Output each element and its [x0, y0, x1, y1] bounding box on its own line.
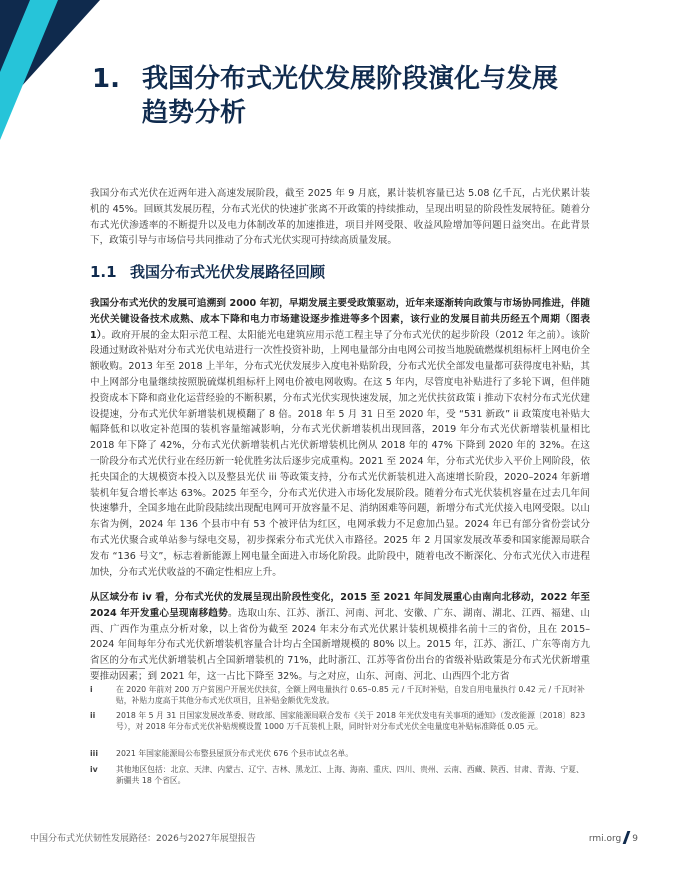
footnote-divider [90, 668, 145, 669]
chapter-number: 1. [92, 64, 120, 94]
footer-report-title: 中国分布式光伏韧性发展路径：2026与2027年展望报告 [30, 834, 256, 844]
footnote: ii 2018 年 5 月 31 日国家发展改革委、财政部、国家能源局联合发布《关于 2018 年光伏发电有关事项的通知》（发改能源〔2018〕823 号），对 2018 年分布式光伏补贴规模设置 1000 万千瓦装机上限，同时针对分布式光伏全电量度电补贴标准降低 0.05 元。 [90, 711, 586, 731]
history-body: 。政府开展的金太阳示范工程、太阳能光电建筑应用示范工程主导了分布式光伏的起步阶段（2012 年之前）。该阶段通过财政补贴对分布式光伏电站进行一次性投资补助，上网电量部分由电网公司按当地脱硫燃煤机组标杆上网电价全额收购。2013 年至 2018 上半年，分布式光伏发展步入度电补贴阶段，分布式光伏全部发电量都可获得度电补贴，其中上网部分电量继续按照脱硫煤机组标杆上网电价被电网收购。在这 5 年内，尽管度电补贴进行了多轮下调，但伴随投资成本下降和商业化运营经验的不断积累，分布式光伏实现快速发展，加之光伏扶贫政策 i 推动下农村分布式光伏建设提速，分布式光伏年新增装机规模翻了 8 倍。2018 年 5 月 31 日至 2020 年，受 “531 新政” ii 政策度电补贴大幅降低和以收定补范围的装机容量缩减影响，分布式光伏新增装机出现回落，2019 年分布式光伏新增装机量相比 2018 年下降了 42%，分布式光伏新增装机占光伏新增装机比例从 2018 年的 47% 下降到 2020 年的 32%。在这一阶段分布式光伏行业在经历新一轮优胜劣汰后逐步完成重构。2021 至 2024 年，分布式光伏步入平价上网阶段，依托央国企的大规模资本投入以及整县光伏 iii 等政策支持，分布式光伏新装机进入高速增长阶段，2020–2024 年新增装机年复合增长率达 63%。2025 年至今，分布式光伏进入市场化发展阶段。随着分布式光伏装机容量在过去几年间快速攀升，全国多地在此阶段陆续出现配电网可开放容量不足、消纳困难等问题，新增分布式光伏接入电网受限。以山东省为例，2024 年 136 个县市中有 53 个被评估为红区，电网承载力不足愈加凸显。2024 年已有部分省份尝试分布式光伏聚合或单站参与绿电交易，初步探索分布式光伏入市路径。2025 年 2 月国家发展改革委和国家能源局联合发布 “136 号文”，标志着新能源上网电量全面进入市场化阶段。此阶段中，随着电改不断深化、分布式光伏入市进程加快，分布式光伏收益的不确定性相应上升。 [90, 329, 590, 578]
chapter-heading [92, 62, 612, 130]
footer-site-link[interactable]: rmi.org [588, 834, 622, 844]
intro-paragraph: 我国分布式光伏在近两年进入高速发展阶段，截至 2025 年 9 月底，累计装机容量已达 5.08 亿千瓦，占光伏累计装机的 45%。回顾其发展历程，分布式光伏的快速扩张离不开政策的持续推动，呈现出明显的阶段性发展特征。随着分布式光伏渗透率的不断提升以及电力体制改革的加速推进，项目并网受限、收益风险增加等问题日益突出。在此背景下，政策引导与市场信号共同推动了分布式光伏实现可持续高质量发展。 [90, 188, 590, 247]
footnote: iv 其他地区包括：北京、天津、内蒙古、辽宁、吉林、黑龙江、上海、海南、重庆、四川、贵州、云南、西藏、陕西、甘肃、青海、宁夏、新疆共 18 个省区。 [90, 765, 584, 785]
regional-body: 。选取山东、江苏、浙江、河南、河北、安徽、广东、湖南、湖北、江西、福建、山西、广西作为重点分析对象，以上省份为截至 2024 年末分布式光伏累计装机规模排名前十三的省份，且在 2015–2024 年间每年分布式光伏新增装机容量合计均占全国新增规模的 80% 以上。2015 年，江苏、浙江、广东等南方九省区的分布式光伏新增装机占全国新增装机的 71%，此时浙江、江苏等省份出台的省级补贴政策是分布式光伏新增重要推动因素；到 2021 年，这一占比下降至 32%。与之对应，山东、河南、河北、山西四个北方省 [90, 607, 590, 682]
page-number: 9 [632, 834, 638, 844]
regional-paragraph [90, 590, 590, 685]
section-heading [90, 262, 590, 282]
footnote: i 在 2020 年前对 200 万户贫困户开展光伏扶贫，全额上网电量执行 0.65–0.85 元 / 千瓦时补贴，自发自用电量执行 0.42 元 / 千瓦时补贴，补贴力度高于其他分布式光伏项目，且补贴金额优先发放。 [90, 685, 585, 705]
chapter-title-line2: 趋势分析 [142, 98, 247, 128]
regional-lead: 从区域分布 iv 看，分布式光伏的发展呈现出阶段性变化，2015 至 2021 年间发展重心由南向北移动，2022 年至 2024 年开发重心呈现南移趋势 [90, 592, 590, 619]
history-paragraph [90, 296, 590, 580]
section-number: 1.1 [90, 263, 117, 281]
footnote: iii 2021 年国家能源局公布整县屋顶分布式光伏 676 个县市试点名单。 [90, 749, 354, 758]
section-title: 我国分布式光伏发展路径回顾 [130, 263, 326, 281]
chapter-title-line1: 我国分布式光伏发展阶段演化与发展 [142, 64, 559, 94]
slash-icon [623, 831, 631, 844]
footer-page-info [589, 831, 638, 844]
history-lead: 我国分布式光伏的发展可追溯到 2000 年初，早期发展主要受政策驱动，近年来逐渐转向政策与市场协同推进，伴随光伏关键设备技术成熟、成本下降和电力市场建设逐步推进等多个因素，该行业的发展目前共历经五个周期（图表 1） [90, 298, 590, 341]
